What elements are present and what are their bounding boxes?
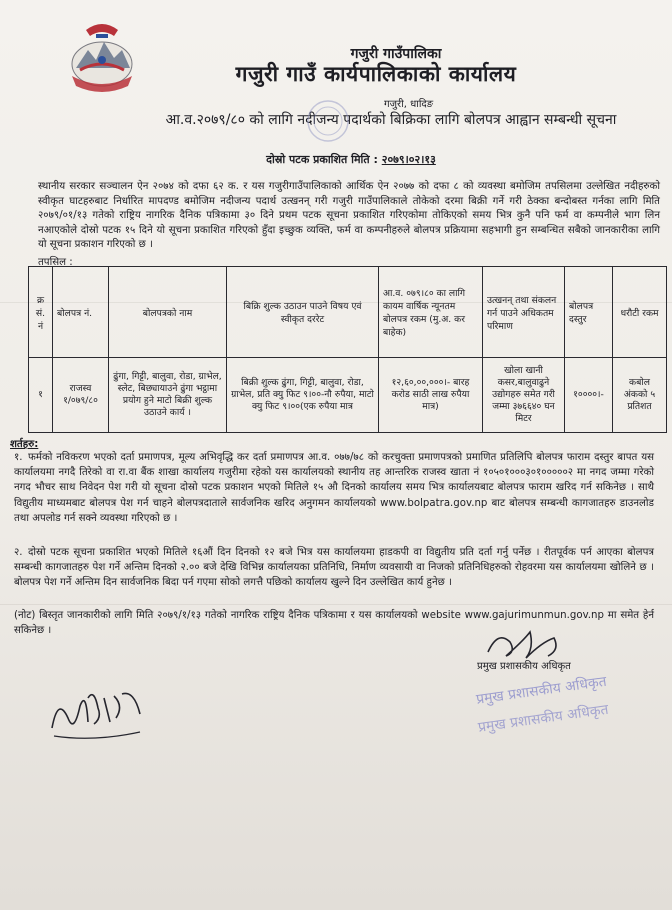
condition-number: १. [14,452,23,463]
stamp-text: प्रमुख प्रशासकीय अधिकृत [475,673,608,708]
header-fee: बोलपत्र दस्तुर [565,267,613,358]
notice-subject: आ.व.२०७९/८० को लागि नदीजन्य पदार्थको बिक्रिका लागि बोलपत्र आह्वान सम्बन्धी सूचना [165,112,617,128]
table-row [29,358,667,433]
table-header-row [29,267,667,358]
header-sn: क्र सं. नं [29,267,53,358]
cell-rate: बिक्री शुल्क ढुंगा, गिट्टी, बालुवा, रोडा, ग्राभेल, प्रति क्यु फिट ९।००-नौ रुपैया, माटो क्यु फिट ९।००(एक रुपैया मात्र [227,358,379,433]
signature-left-icon [44,678,154,748]
second-publication-date: २०७९।०२।१३ [381,153,436,166]
office-address: गजुरी, धादिङ [384,99,434,110]
cell-max-quantity: खोला खानी कसर,बालुवाढुने उद्योगहरु समेत गरी जम्मा ३७६६४० घन मिटर [483,358,565,433]
header-max-quantity: उत्खनन् तथा संकलन गर्न पाउने अधिकतम परिमाण [483,267,565,358]
condition-item [14,545,654,591]
cell-deposit: कबोल अंकको ५ प्रतिशत [613,358,667,433]
header-bid-name: बोलपत्रको नाम [109,267,227,358]
details-label: तपसिल : [38,257,73,268]
note-paragraph: (नोट) बिस्तृत जानकारीको लागि मिति २०७९/१/१३ गतेको नागरिक राष्ट्रिय दैनिक पत्रिकामा र यस कार्यालयको website www.gajurimunmun.gov.np मा समेत हेर्न सकिनेछ । [14,610,654,637]
municipality-name: गजुरी गाउँपालिका [350,46,442,62]
header-deposit: धरौटी रकम [613,267,667,358]
paper-crease [0,604,672,605]
conditions-title: शर्तहरु: [10,439,39,450]
cell-min-amount: १२,६०,००,०००।- बारह करोड साठी लाख रुपैया मात्र) [379,358,483,433]
cell-fee: १००००।- [565,358,613,433]
office-title: गजुरी गाउँ कार्यपालिकाको कार्यालय [235,62,517,86]
office-stamp-icon [468,672,628,742]
cell-bid-name: ढुंगा, गिट्टी, बालुवा, रोडा, ग्राभेल, स्लेट, बिछ्यायाउने ढुंगा भट्ठामा प्रयोग हुने माटो बिक्री शुल्क उठाउने कार्य । [109,358,227,433]
signatory-title: प्रमुख प्रशासकीय अधिकृत [477,661,571,672]
condition-text: फर्मको नविकरण भएको दर्ता प्रमाणपत्र, मूल्य अभिवृद्धि कर दर्ता प्रमाणपत्र आ.व. ०७७/७८ को करचुक्ता प्रमाणपत्रको प्रमाणित प्रतिलिपि बोलपत्र फाराम दस्तुर बापत यस कार्यालयमा नगदै तिरेको वा रा.वा बैंक शाखा कार्यालय गजुरीमा रहेको यस कार्यालयको स्थानीय तह आन्तरिक राजस्व खाता नं १०५०१०००३०१०००००२ मा नगद जम्मा गरेको नगद भौचर साथ निवेदन पेश गरी यो सूचना दोस्रो पटक प्रकाशन भएको मितिले १५ औ दिनको कार्यालय समय भित्र कार्यालयबाट बोलपत्र फाराम खरिद गर्न सकिनेछ । साथै विद्युतीय माध्यमबाट बोलपत्र पेश गर्न चाहने बोलपत्रदाताले सार्वजनिक खरिद अनुगमन कार्यालयको www.bolpatra.gov.np बाट बोलपत्र सम्बन्धी कागजातहरु डाउनलोड तथा अपलोड गर्न सक्ने व्यवस्था गरिएको छ । [14,452,654,524]
condition-text: दोस्रो पटक सूचना प्रकाशित भएको मितिले १६औं दिन दिनको १२ बजे भित्र यस कार्यालयमा हाडकपी वा विद्युतीय प्रति दर्ता गर्नु पर्नेछ । रीतपूर्वक पर्न आएका बोलपत्र सम्बन्धी कागजातहरु पेश गर्ने अन्तिम दिनको २.०० बजे देखि विभिन्न कार्यालयका प्रतिनिधि, निर्माण व्यवसायी वा निजको प्रतिनिधिहरुको रोहवरमा यस कार्यालयमा खोलिने छ । बोलपत्र पेश गर्ने अन्तिम दिन सार्वजनिक बिदा पर्न गएमा सोको लगत्तै पछिको कार्यालय खुल्ने दिन उल्लेखित कार्य हुनेछ । [14,547,654,589]
header-rate: बिक्रि शुल्क उठाउन पाउने विषय एवं स्वीकृत दररेट [227,267,379,358]
second-publication [0,152,672,167]
header-bid-no: बोलपत्र नं. [53,267,109,358]
cell-sn: १ [29,358,53,433]
second-publication-label: दोस्रो पटक प्रकाशित मिति : [266,153,378,166]
condition-item [14,450,654,526]
faint-seal-icon [288,96,368,146]
condition-number: २. [14,547,23,558]
stamp-text-repeat: प्रमुख प्रशासकीय अधिकृत [477,701,610,736]
cell-bid-no: राजस्व १/०७९/८० [53,358,109,433]
tender-table [28,266,667,433]
header-min-amount: आ.व. ०७९।८० का लागि कायम वार्षिक न्यूनतम बोलपत्र रकम (मु.अ. कर बाहेक) [379,267,483,358]
intro-paragraph: स्थानीय सरकार सञ्चालन ऐन २०७४ को दफा ६२ क. र यस गजुरीगाउँपालिकाको आर्थिक ऐन २०७७ को दफा ८ को व्यवस्था बमोजिम तपसिलमा उल्लेखित नदीहरुको स्वीकृत घाटहरुबाट निर्धारित मापदण्ड बमोजिम नदीजन्य पदार्थ उत्खनन् गरी गजुरी गाउँपालिकाले तोकेको दरमा बिक्री गर्ने गरी ठेक्का बन्दोबस्त गर्नका लागि मिति २०७९/०१/१३ गतेको राष्ट्रिय नागरिक दैनिक पत्रिकामा ३० दिने प्रथम पटक सूचना प्रकाशित गरिएकोमा तोकिएको समय भित्र कुनै पनि फर्म वा कम्पनीले भाग लिन नआएकोले दोस्रो पटक १५ दिने यो सूचना प्रकाशित गरिएको हुँदा इच्छुक व्यक्ति, फर्म वा कम्पनीहरुले बोलपत्र प्रक्रियामा सहभागी हुन सम्बन्धित सबैको जानकारीका लागि यो सूचना प्रकाशन गरिएको छ । [38,181,660,251]
